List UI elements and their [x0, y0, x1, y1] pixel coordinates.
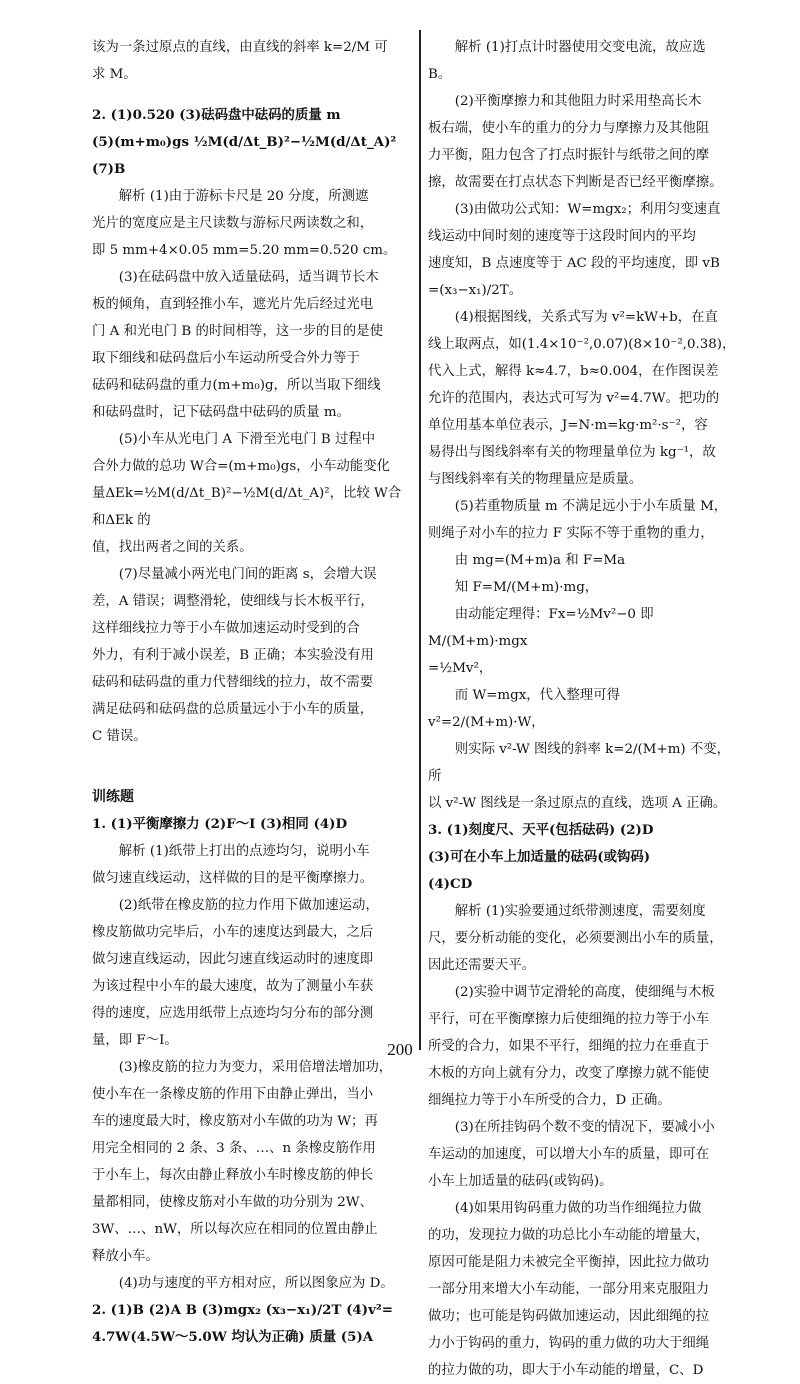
text-line: 即 5 mm+4×0.05 mm=5.20 mm=0.520 cm。 — [92, 243, 397, 258]
text-line: 解析 (1)打点计时器使用交变电流，故应选 — [454, 40, 706, 55]
text-line — [92, 750, 410, 776]
text-line: (3)橡皮筋的拉力为变力，采用倍增法增加功， — [118, 1060, 393, 1075]
text-line: 板的倾角，直到轻推小车，遮光片先后经过光电 — [92, 297, 374, 312]
text-line: 合外力做的总功 W合=(m+m₀)gs，小车动能变化 — [92, 459, 390, 474]
text-line: 释放小车。 — [92, 1249, 159, 1264]
text-line: 3W、…、nW，所以每次应在相同的位置由静止 — [92, 1222, 378, 1237]
text-line: 的拉力做的功，即大于小车动能的增量，C、D — [428, 1363, 704, 1378]
text-line: 量都相同，使橡皮筋对小车做的功分别为 2W、 — [92, 1195, 373, 1210]
answer-line: (3)可在小车上加适量的砝码(或钩码) — [428, 849, 651, 865]
text-line: =(x₃−x₁)/2T。 — [428, 283, 523, 298]
answer-line: 2. (1)B (2)A B (3)mgx₂ (x₃−x₁)/2T (4)v²= — [92, 1302, 393, 1318]
text-line: 取下细线和砝码盘后小车运动所受合外力等于 — [92, 351, 360, 366]
text-line: 易得出与图线斜率有关的物理量单位为 kg⁻¹，故 — [428, 445, 716, 460]
page-number: 200 — [387, 1040, 413, 1059]
text-line: 和砝码盘时，记下砝码盘中砝码的质量 m。 — [92, 405, 350, 420]
answer-line: 4.7W(4.5W～5.0W 均认为正确) 质量 (5)A — [92, 1329, 374, 1345]
left-column — [92, 34, 410, 1351]
text-line: C 错误。 — [92, 729, 147, 744]
text-line: 细绳拉力等于小车所受的合力，D 正确。 — [428, 1093, 671, 1108]
text-line: 单位用基本单位表示，J=N·m=kg·m²·s⁻²，容 — [428, 418, 708, 433]
text-line: 求 M。 — [92, 67, 137, 82]
text-line: 量，即 F～I。 — [92, 1033, 178, 1048]
text-line: 平行，可在平衡摩擦力后使细绳的拉力等于小车 — [428, 1012, 710, 1027]
text-line — [92, 88, 410, 102]
text-line: (3)在砝码盘中放入适量砝码，适当调节长木 — [118, 270, 379, 285]
text-line: (3)由做功公式知：W=mgx₂；利用匀变速直 — [454, 202, 721, 217]
text-line: 板右端，使小车的重力的分力与摩擦力及其他阻 — [428, 121, 710, 136]
right-column — [428, 34, 738, 1384]
text-line: (2)纸带在橡皮筋的拉力作用下做加速运动， — [118, 898, 379, 913]
answer-line: 2. (1)0.520 (3)砝码盘中砝码的质量 m — [92, 107, 341, 123]
section-heading: 训练题 — [92, 789, 134, 805]
text-line: 解析 (1)实验要通过纸带测速度，需要刻度 — [454, 904, 706, 919]
text-line: 一部分用来增大小车动能，一部分用来克服阻力 — [428, 1282, 710, 1297]
text-line: (4)如果用钩码重力做的功当作细绳拉力做 — [454, 1201, 702, 1216]
text-line: (4)功与速度的平方相对应，所以图象应为 D。 — [118, 1276, 394, 1291]
text-line: 则绳子对小车的拉力 F 实际不等于重物的重力， — [428, 526, 714, 541]
text-line: 橡皮筋做功完毕后，小车的速度达到最大，之后 — [92, 925, 374, 940]
text-line: 车运动的加速度，可以增大小车的质量，即可在 — [428, 1147, 710, 1162]
answer-line: (5)(m+m₀)gs ½M(d/Δt_B)²−½M(d/Δt_A)² (7)B — [92, 134, 397, 177]
text-line: 量ΔEk=½M(d/Δt_B)²−½M(d/Δt_A)²，比较 W合和ΔEk 的 — [92, 486, 402, 528]
text-line: 满足砝码和砝码盘的总质量远小于小车的质量， — [92, 702, 374, 717]
text-line: (5)小车从光电门 A 下滑至光电门 B 过程中 — [118, 432, 376, 447]
text-line: 做匀速直线运动，因此匀速直线运动时的速度即 — [92, 952, 374, 967]
text-line: 力平衡，阻力包含了打点时振针与纸带之间的摩 — [428, 148, 710, 163]
text-line: 得的速度，应选用纸带上点迹均匀分布的部分测 — [92, 1006, 374, 1021]
answer-line: 1. (1)平衡摩擦力 (2)F～I (3)相同 (4)D — [92, 816, 348, 832]
text-line: 擦，故需要在打点状态下判断是否已经平衡摩擦。 — [428, 175, 723, 190]
text-line: 用完全相同的 2 条、3 条、…、n 条橡皮筋作用 — [92, 1141, 376, 1156]
text-line: 做匀速直线运动，这样做的目的是平衡摩擦力。 — [92, 871, 374, 886]
text-line: 车的速度最大时，橡皮筋对小车做的功为 W；再 — [92, 1114, 378, 1129]
text-line: (2)实验中调节定滑轮的高度，使细绳与木板 — [454, 985, 715, 1000]
text-line: 与图线斜率有关的物理量应是质量。 — [428, 472, 643, 487]
text-line: 由 mg=(M+m)a 和 F=Ma — [454, 553, 626, 568]
text-line: 使小车在一条橡皮筋的作用下由静止弹出，当小 — [92, 1087, 374, 1102]
text-line: 因此还需要天平。 — [428, 958, 536, 973]
text-line: 则实际 v²-W 图线的斜率 k=2/(M+m) 不变，所 — [428, 742, 731, 784]
text-line: 由动能定理得：Fx=½Mv²−0 即 M/(M+m)·mgx — [428, 607, 654, 649]
answer-line: 3. (1)刻度尺、天平(包括砝码) (2)D — [428, 822, 654, 838]
text-line: 砝码和砝码盘的重力代替细线的拉力，故不需要 — [92, 675, 374, 690]
text-line: =½Mv²， — [428, 661, 493, 676]
text-line: 线运动中间时刻的速度等于这段时间内的平均 — [428, 229, 696, 244]
text-line: (7)尽量减小两光电门间的距离 s，会增大误 — [118, 567, 377, 582]
text-line: 的功，发现拉力做的功总比小车动能的增量大， — [428, 1228, 710, 1243]
text-line: 于小车上，每次由静止释放小车时橡皮筋的伸长 — [92, 1168, 374, 1183]
text-line: 以 v²-W 图线是一条过原点的直线，选项 A 正确。 — [428, 796, 727, 811]
text-line: 解析 (1)由于游标卡尺是 20 分度，所测遮 — [118, 189, 369, 204]
text-line: (3)在所挂钩码个数不变的情况下，要减小小 — [454, 1120, 715, 1135]
text-line: 代入上式，解得 k≈4.7，b≈0.004，在作图误差 — [428, 364, 719, 379]
text-line: 小车上加适量的砝码(或钩码)。 — [428, 1174, 613, 1189]
text-line: 砝码和砝码盘的重力(m+m₀)g，所以当取下细线 — [92, 378, 381, 393]
text-line: 这样细线拉力等于小车做加速运动时受到的合 — [92, 621, 360, 636]
text-line: 尺，要分析动能的变化，必须要测出小车的质量， — [428, 931, 723, 946]
text-line: 光片的宽度应是主尺读数与游标尺两读数之和， — [92, 216, 374, 231]
text-line: 差，A 错误；调整滑轮，使细线与长木板平行， — [92, 594, 374, 609]
text-line: 而 W=mgx，代入整理可得 v²=2/(M+m)·W， — [428, 688, 620, 730]
text-line: (5)若重物质量 m 不满足远小于小车质量 M， — [454, 499, 728, 514]
text-line: 知 F=M/(M+m)·mg， — [454, 580, 599, 595]
text-line: 为该过程中小车的最大速度，故为了测量小车获 — [92, 979, 374, 994]
text-line: 门 A 和光电门 B 的时间相等，这一步的目的是使 — [92, 324, 383, 339]
text-line: 原因可能是阻力未被完全平衡掉，因此拉力做功 — [428, 1255, 710, 1270]
text-line: 允许的范围内，表达式可写为 v²=4.7W。把功的 — [428, 391, 720, 406]
text-line: 做功；也可能是钩码做加速运动，因此细绳的拉 — [428, 1309, 710, 1324]
text-line: 该为一条过原点的直线，由直线的斜率 k=2/M 可 — [92, 40, 388, 55]
answer-line: (4)CD — [428, 876, 473, 892]
text-line: (2)平衡摩擦力和其他阻力时采用垫高长木 — [454, 94, 702, 109]
text-line: 解析 (1)纸带上打出的点迹均匀，说明小车 — [118, 844, 370, 859]
text-line: 外力，有利于减小误差，B 正确；本实验没有用 — [92, 648, 374, 663]
text-line: 线上取两点，如(1.4×10⁻²,0.07)(8×10⁻²,0.38)， — [428, 337, 736, 352]
text-line: 力小于钩码的重力，钩码的重力做的功大于细绳 — [428, 1336, 710, 1351]
text-line: B。 — [428, 67, 452, 82]
column-divider — [419, 30, 421, 1050]
text-line: (4)根据图线，关系式写为 v²=kW+b，在直 — [454, 310, 718, 325]
text-line: 值，找出两者之间的关系。 — [92, 540, 253, 555]
text-line: 所受的合力，如果不平行，细绳的拉力在垂直于 — [428, 1039, 710, 1054]
text-line: 木板的方向上就有分力，改变了摩擦力就不能使 — [428, 1066, 710, 1081]
text-line: 速度知，B 点速度等于 AC 段的平均速度，即 vB — [428, 256, 720, 271]
